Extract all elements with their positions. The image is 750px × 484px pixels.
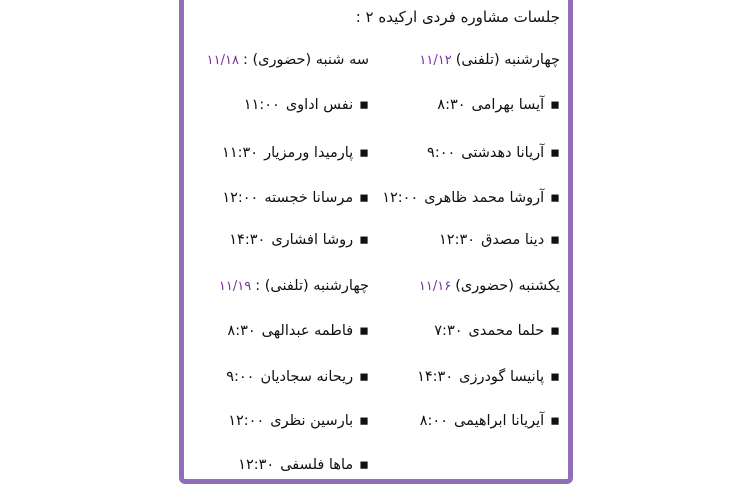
- session-time: ۱۲:۰۰: [228, 413, 265, 429]
- list-item: [382, 190, 560, 206]
- group-date: ۱۱/۱۶: [418, 279, 452, 294]
- session-time: ۱۱:۳۰: [222, 145, 259, 161]
- bullet-icon: ▪: [359, 457, 369, 473]
- list-item: [417, 369, 560, 385]
- bullet-icon: ▪: [359, 190, 369, 206]
- list-item: [244, 97, 369, 113]
- person-name: حلما محمدی: [468, 323, 545, 339]
- session-time: ۹:۰۰: [226, 369, 255, 385]
- group-day: یکشنبه (حضوری): [455, 278, 560, 294]
- bullet-icon: ▪: [359, 369, 369, 385]
- person-name: ماها فلسفی: [280, 457, 354, 473]
- session-time: ۱۴:۳۰: [417, 369, 454, 385]
- session-time: ۱۴:۳۰: [229, 232, 266, 248]
- bullet-icon: ▪: [550, 97, 560, 113]
- person-name: آیسا بهرامی: [471, 97, 545, 113]
- list-item: [222, 145, 369, 161]
- bullet-icon: ▪: [550, 190, 560, 206]
- person-name: آروشا محمد ظاهری: [424, 190, 545, 206]
- person-name: نفس اداوی: [285, 97, 354, 113]
- session-time: ۱۲:۳۰: [439, 232, 476, 248]
- list-item: [226, 369, 369, 385]
- bullet-icon: ▪: [359, 323, 369, 339]
- bullet-icon: ▪: [550, 145, 560, 161]
- bullet-icon: ▪: [359, 145, 369, 161]
- person-name: دینا مصدق: [481, 232, 545, 248]
- person-name: ریحانه سجادیان: [260, 369, 354, 385]
- group-day: سه شنبه (حضوری) :: [242, 52, 369, 68]
- person-name: آیریانا ابراهیمی: [454, 413, 545, 429]
- group-heading: [419, 52, 560, 68]
- group-date: ۱۱/۱۲: [419, 53, 452, 68]
- bullet-icon: ▪: [550, 323, 560, 339]
- group-day: چهارشنبه (تلفنی): [455, 52, 560, 68]
- group-heading: [419, 278, 560, 294]
- person-name: روشا افشاری: [271, 232, 354, 248]
- list-item: [437, 97, 560, 113]
- person-name: بارسین نظری: [270, 413, 354, 429]
- session-time: ۸:۳۰: [437, 97, 466, 113]
- list-item: [434, 323, 560, 339]
- list-item: [227, 323, 369, 339]
- bullet-icon: ▪: [359, 97, 369, 113]
- list-item: [229, 232, 369, 248]
- group-heading: [207, 52, 369, 68]
- group-heading: [219, 278, 369, 294]
- bullet-icon: ▪: [359, 232, 369, 248]
- group-date: ۱۱/۱۸: [206, 53, 239, 68]
- session-time: ۱۱:۰۰: [243, 97, 280, 113]
- session-time: ۱۲:۳۰: [238, 457, 275, 473]
- group-day: چهارشنبه (تلفنی) :: [255, 278, 369, 294]
- bullet-icon: ▪: [550, 369, 560, 385]
- list-item: [420, 413, 560, 429]
- person-name: مرسانا خجسته: [264, 190, 354, 206]
- session-time: ۸:۳۰: [227, 323, 256, 339]
- bullet-icon: ▪: [359, 413, 369, 429]
- session-time: ۸:۰۰: [419, 413, 448, 429]
- session-time: ۱۲:۰۰: [382, 190, 419, 206]
- session-time: ۷:۳۰: [434, 323, 463, 339]
- person-name: پارمیدا ورمزیار: [264, 145, 354, 161]
- list-item: [228, 413, 369, 429]
- schedule-document: [190, 0, 562, 480]
- bullet-icon: ▪: [550, 413, 560, 429]
- person-name: پانیسا گودرزی: [459, 369, 545, 385]
- list-item: [427, 145, 560, 161]
- list-item: [222, 190, 369, 206]
- person-name: آریانا دهدشتی: [461, 145, 545, 161]
- list-item: [439, 232, 560, 248]
- schedule-title: جلسات مشاوره فردی ارکیده ۲ :: [355, 8, 560, 26]
- group-date: ۱۱/۱۹: [218, 279, 252, 294]
- bullet-icon: ▪: [550, 232, 560, 248]
- session-time: ۹:۰۰: [427, 145, 456, 161]
- session-time: ۱۲:۰۰: [222, 190, 259, 206]
- person-name: فاطمه عبدالهی: [261, 323, 354, 339]
- list-item: [238, 457, 369, 473]
